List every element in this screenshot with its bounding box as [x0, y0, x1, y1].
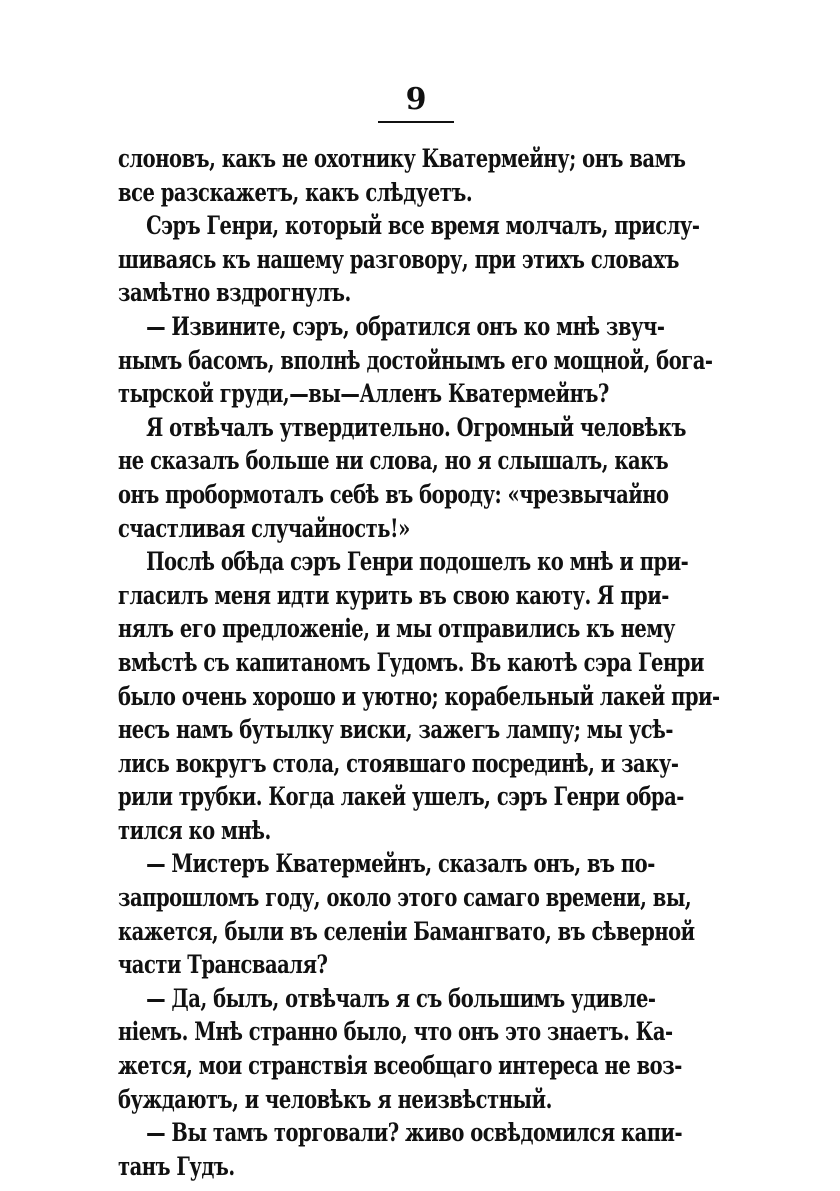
text-line: — Мистеръ Кватермейнъ, сказалъ онъ, въ по- — [146, 849, 655, 879]
text-line: все разскажетъ, какъ слѣдуетъ. — [118, 177, 473, 207]
text-line: онъ пробормоталъ себѣ въ бороду: «чрезвычайно — [118, 479, 669, 509]
text-line: Сэръ Генри, который все время молчалъ, прислу- — [146, 211, 700, 241]
text-line: рили трубки. Когда лакей ушелъ, сэръ Генри обра- — [118, 782, 684, 812]
text-line: вмѣстѣ съ капитаномъ Гудомъ. Въ каютѣ сэра Генри — [118, 647, 704, 677]
text-line: буждаютъ, и человѣкъ я неизвѣстный. — [118, 1084, 552, 1114]
text-line: лись вокругъ стола, стоявшаго посрединѣ, и заку- — [118, 748, 679, 778]
text-line: — Извините, сэръ, обратился онъ ко мнѣ звуч- — [146, 311, 665, 341]
text-line: тырской груди,—вы—Алленъ Кватермейнъ? — [118, 379, 609, 409]
text-line: ніемъ. Мнѣ странно было, что онъ это знаетъ. Ка- — [118, 1017, 673, 1047]
text-line: нялъ его предложеніе, и мы отправились къ нему — [118, 614, 675, 644]
text-line: — Да, былъ, отвѣчалъ я съ большимъ удивле- — [146, 983, 656, 1013]
text-line: жется, мои странствія всеобщаго интереса не воз- — [118, 1051, 682, 1081]
text-line: части Трансвааля? — [118, 950, 328, 980]
text-line: замѣтно вздрогнулъ. — [118, 278, 351, 308]
text-line: шиваясь къ нашему разговору, при этихъ словахъ — [118, 244, 679, 274]
text-line: запрошломъ году, около этого самаго времени, вы, — [118, 883, 692, 913]
text-line: было очень хорошо и уютно; корабельный лакей при- — [118, 681, 720, 711]
text-line: несъ намъ бутылку виски, зажегъ лампу; мы усѣ- — [118, 715, 673, 745]
body-text — [118, 142, 726, 1183]
text-line: — Вы тамъ торговали? живо освѣдомился капи- — [146, 1118, 683, 1148]
text-line: танъ Гудъ. — [118, 1151, 235, 1181]
text-line: гласилъ меня идти курить въ свою каюту. Я при- — [118, 580, 669, 610]
text-line: нымъ басомъ, вполнѣ достойнымъ его мощной, бога- — [118, 345, 713, 375]
text-line: не сказалъ больше ни слова, но я слышалъ, какъ — [118, 446, 669, 476]
text-line: тился ко мнѣ. — [118, 815, 271, 845]
page-number: 9 — [405, 82, 427, 117]
text-line: кажется, были въ селеніи Бамангвато, въ сѣверной — [118, 916, 695, 946]
page-number-rule — [378, 121, 454, 123]
text-line: счастливая случайность!» — [118, 513, 410, 543]
text-line: Послѣ обѣда сэръ Генри подошелъ ко мнѣ и при- — [146, 547, 689, 577]
text-line: Я отвѣчалъ утвердительно. Огромный человѣкъ — [146, 412, 686, 442]
text-line: слоновъ, какъ не охотнику Кватермейну; онъ вамъ — [118, 144, 686, 173]
